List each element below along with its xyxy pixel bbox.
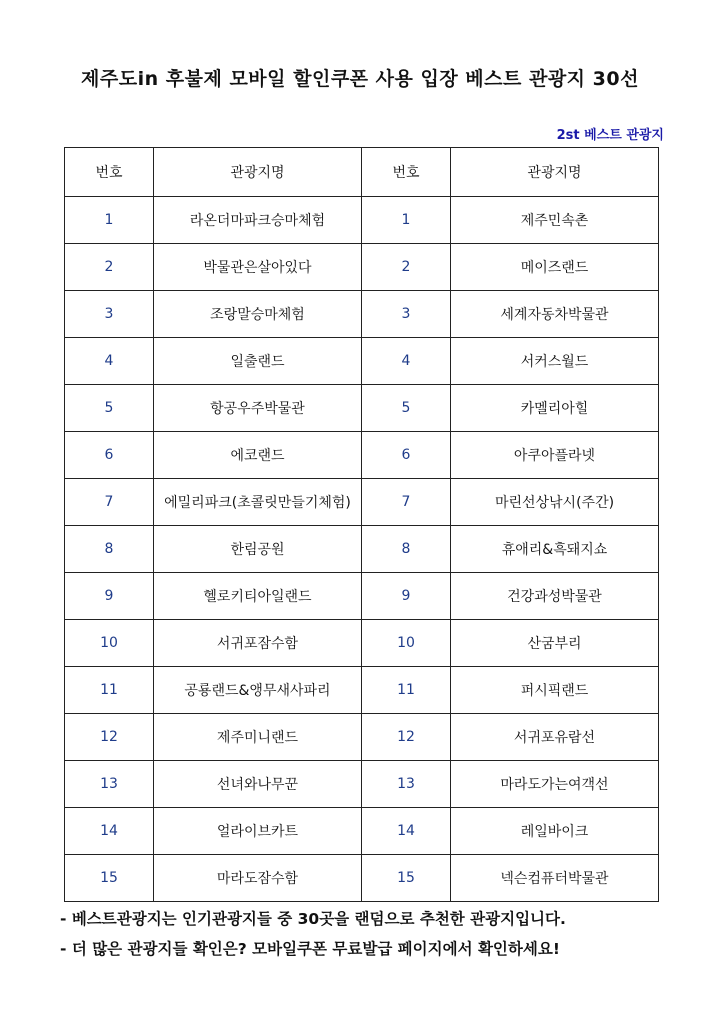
right-attraction-name: 건강과성박물관 xyxy=(451,573,659,620)
left-number-cell: 9 xyxy=(65,573,154,620)
left-attraction-name: 한림공원 xyxy=(154,526,362,573)
right-attraction-name: 휴애리&흑돼지쇼 xyxy=(451,526,659,573)
right-number-cell: 12 xyxy=(362,714,451,761)
left-attraction-name: 공룡랜드&앵무새사파리 xyxy=(154,667,362,714)
left-number-cell: 3 xyxy=(65,291,154,338)
table-row xyxy=(65,714,659,761)
table-row xyxy=(65,385,659,432)
left-attraction-name: 마라도잠수함 xyxy=(154,855,362,902)
header-name-right: 관광지명 xyxy=(451,148,659,197)
right-attraction-name: 마라도가는여객선 xyxy=(451,761,659,808)
table-row xyxy=(65,479,659,526)
left-number-cell: 5 xyxy=(65,385,154,432)
right-number-cell: 5 xyxy=(362,385,451,432)
table-row xyxy=(65,667,659,714)
right-attraction-name: 레일바이크 xyxy=(451,808,659,855)
right-number-cell: 6 xyxy=(362,432,451,479)
table-row xyxy=(65,432,659,479)
left-attraction-name: 서귀포잠수함 xyxy=(154,620,362,667)
right-attraction-name: 서커스월드 xyxy=(451,338,659,385)
table-row xyxy=(65,855,659,902)
right-attraction-name: 마린선상낚시(주간) xyxy=(451,479,659,526)
note-line-1: - 베스트관광지는 인기관광지들 중 30곳을 랜덤으로 추천한 관광지입니다. xyxy=(60,910,566,928)
left-attraction-name: 선녀와나무꾼 xyxy=(154,761,362,808)
left-number-cell: 2 xyxy=(65,244,154,291)
attractions-table xyxy=(64,147,659,902)
left-number-cell: 4 xyxy=(65,338,154,385)
table-row xyxy=(65,573,659,620)
left-number-cell: 10 xyxy=(65,620,154,667)
left-attraction-name: 라온더마파크승마체험 xyxy=(154,197,362,244)
right-number-cell: 15 xyxy=(362,855,451,902)
page-title: 제주도in 후불제 모바일 할인쿠폰 사용 입장 베스트 관광지 30선 xyxy=(81,68,639,90)
left-attraction-name: 조랑말승마체험 xyxy=(154,291,362,338)
right-number-cell: 10 xyxy=(362,620,451,667)
left-attraction-name: 에밀리파크(초콜릿만들기체험) xyxy=(154,479,362,526)
right-attraction-name: 퍼시픽랜드 xyxy=(451,667,659,714)
left-attraction-name: 일출랜드 xyxy=(154,338,362,385)
left-attraction-name: 헬로키티아일랜드 xyxy=(154,573,362,620)
table-row xyxy=(65,197,659,244)
left-attraction-name: 항공우주박물관 xyxy=(154,385,362,432)
notes xyxy=(60,904,700,964)
table-row xyxy=(65,244,659,291)
section-subtitle: 2st 베스트 관광지 xyxy=(556,128,664,143)
right-number-cell: 11 xyxy=(362,667,451,714)
left-number-cell: 8 xyxy=(65,526,154,573)
left-number-cell: 15 xyxy=(65,855,154,902)
table-row xyxy=(65,620,659,667)
right-attraction-name: 메이즈랜드 xyxy=(451,244,659,291)
right-number-cell: 9 xyxy=(362,573,451,620)
left-number-cell: 12 xyxy=(65,714,154,761)
right-number-cell: 1 xyxy=(362,197,451,244)
table-row xyxy=(65,526,659,573)
right-number-cell: 4 xyxy=(362,338,451,385)
right-attraction-name: 카멜리아힐 xyxy=(451,385,659,432)
right-attraction-name: 아쿠아플라넷 xyxy=(451,432,659,479)
right-attraction-name: 산굼부리 xyxy=(451,620,659,667)
left-attraction-name: 제주미니랜드 xyxy=(154,714,362,761)
right-number-cell: 14 xyxy=(362,808,451,855)
left-attraction-name: 박물관은살아있다 xyxy=(154,244,362,291)
right-attraction-name: 넥슨컴퓨터박물관 xyxy=(451,855,659,902)
left-attraction-name: 에코랜드 xyxy=(154,432,362,479)
table-row xyxy=(65,808,659,855)
table-row xyxy=(65,291,659,338)
header-number-right: 번호 xyxy=(362,148,451,197)
right-number-cell: 13 xyxy=(362,761,451,808)
right-attraction-name: 제주민속촌 xyxy=(451,197,659,244)
right-number-cell: 2 xyxy=(362,244,451,291)
table-header-row xyxy=(65,148,659,197)
left-number-cell: 1 xyxy=(65,197,154,244)
note-line-2: - 더 많은 관광지들 확인은? 모바일쿠폰 무료발급 페이지에서 확인하세요! xyxy=(60,940,560,958)
left-number-cell: 13 xyxy=(65,761,154,808)
table-body xyxy=(65,197,659,902)
left-number-cell: 11 xyxy=(65,667,154,714)
left-number-cell: 14 xyxy=(65,808,154,855)
right-number-cell: 3 xyxy=(362,291,451,338)
right-attraction-name: 세계자동차박물관 xyxy=(451,291,659,338)
left-attraction-name: 얼라이브카트 xyxy=(154,808,362,855)
right-attraction-name: 서귀포유람선 xyxy=(451,714,659,761)
table-row xyxy=(65,761,659,808)
table-row xyxy=(65,338,659,385)
left-number-cell: 6 xyxy=(65,432,154,479)
header-name-left: 관광지명 xyxy=(154,148,362,197)
left-number-cell: 7 xyxy=(65,479,154,526)
right-number-cell: 8 xyxy=(362,526,451,573)
right-number-cell: 7 xyxy=(362,479,451,526)
header-number-left: 번호 xyxy=(65,148,154,197)
